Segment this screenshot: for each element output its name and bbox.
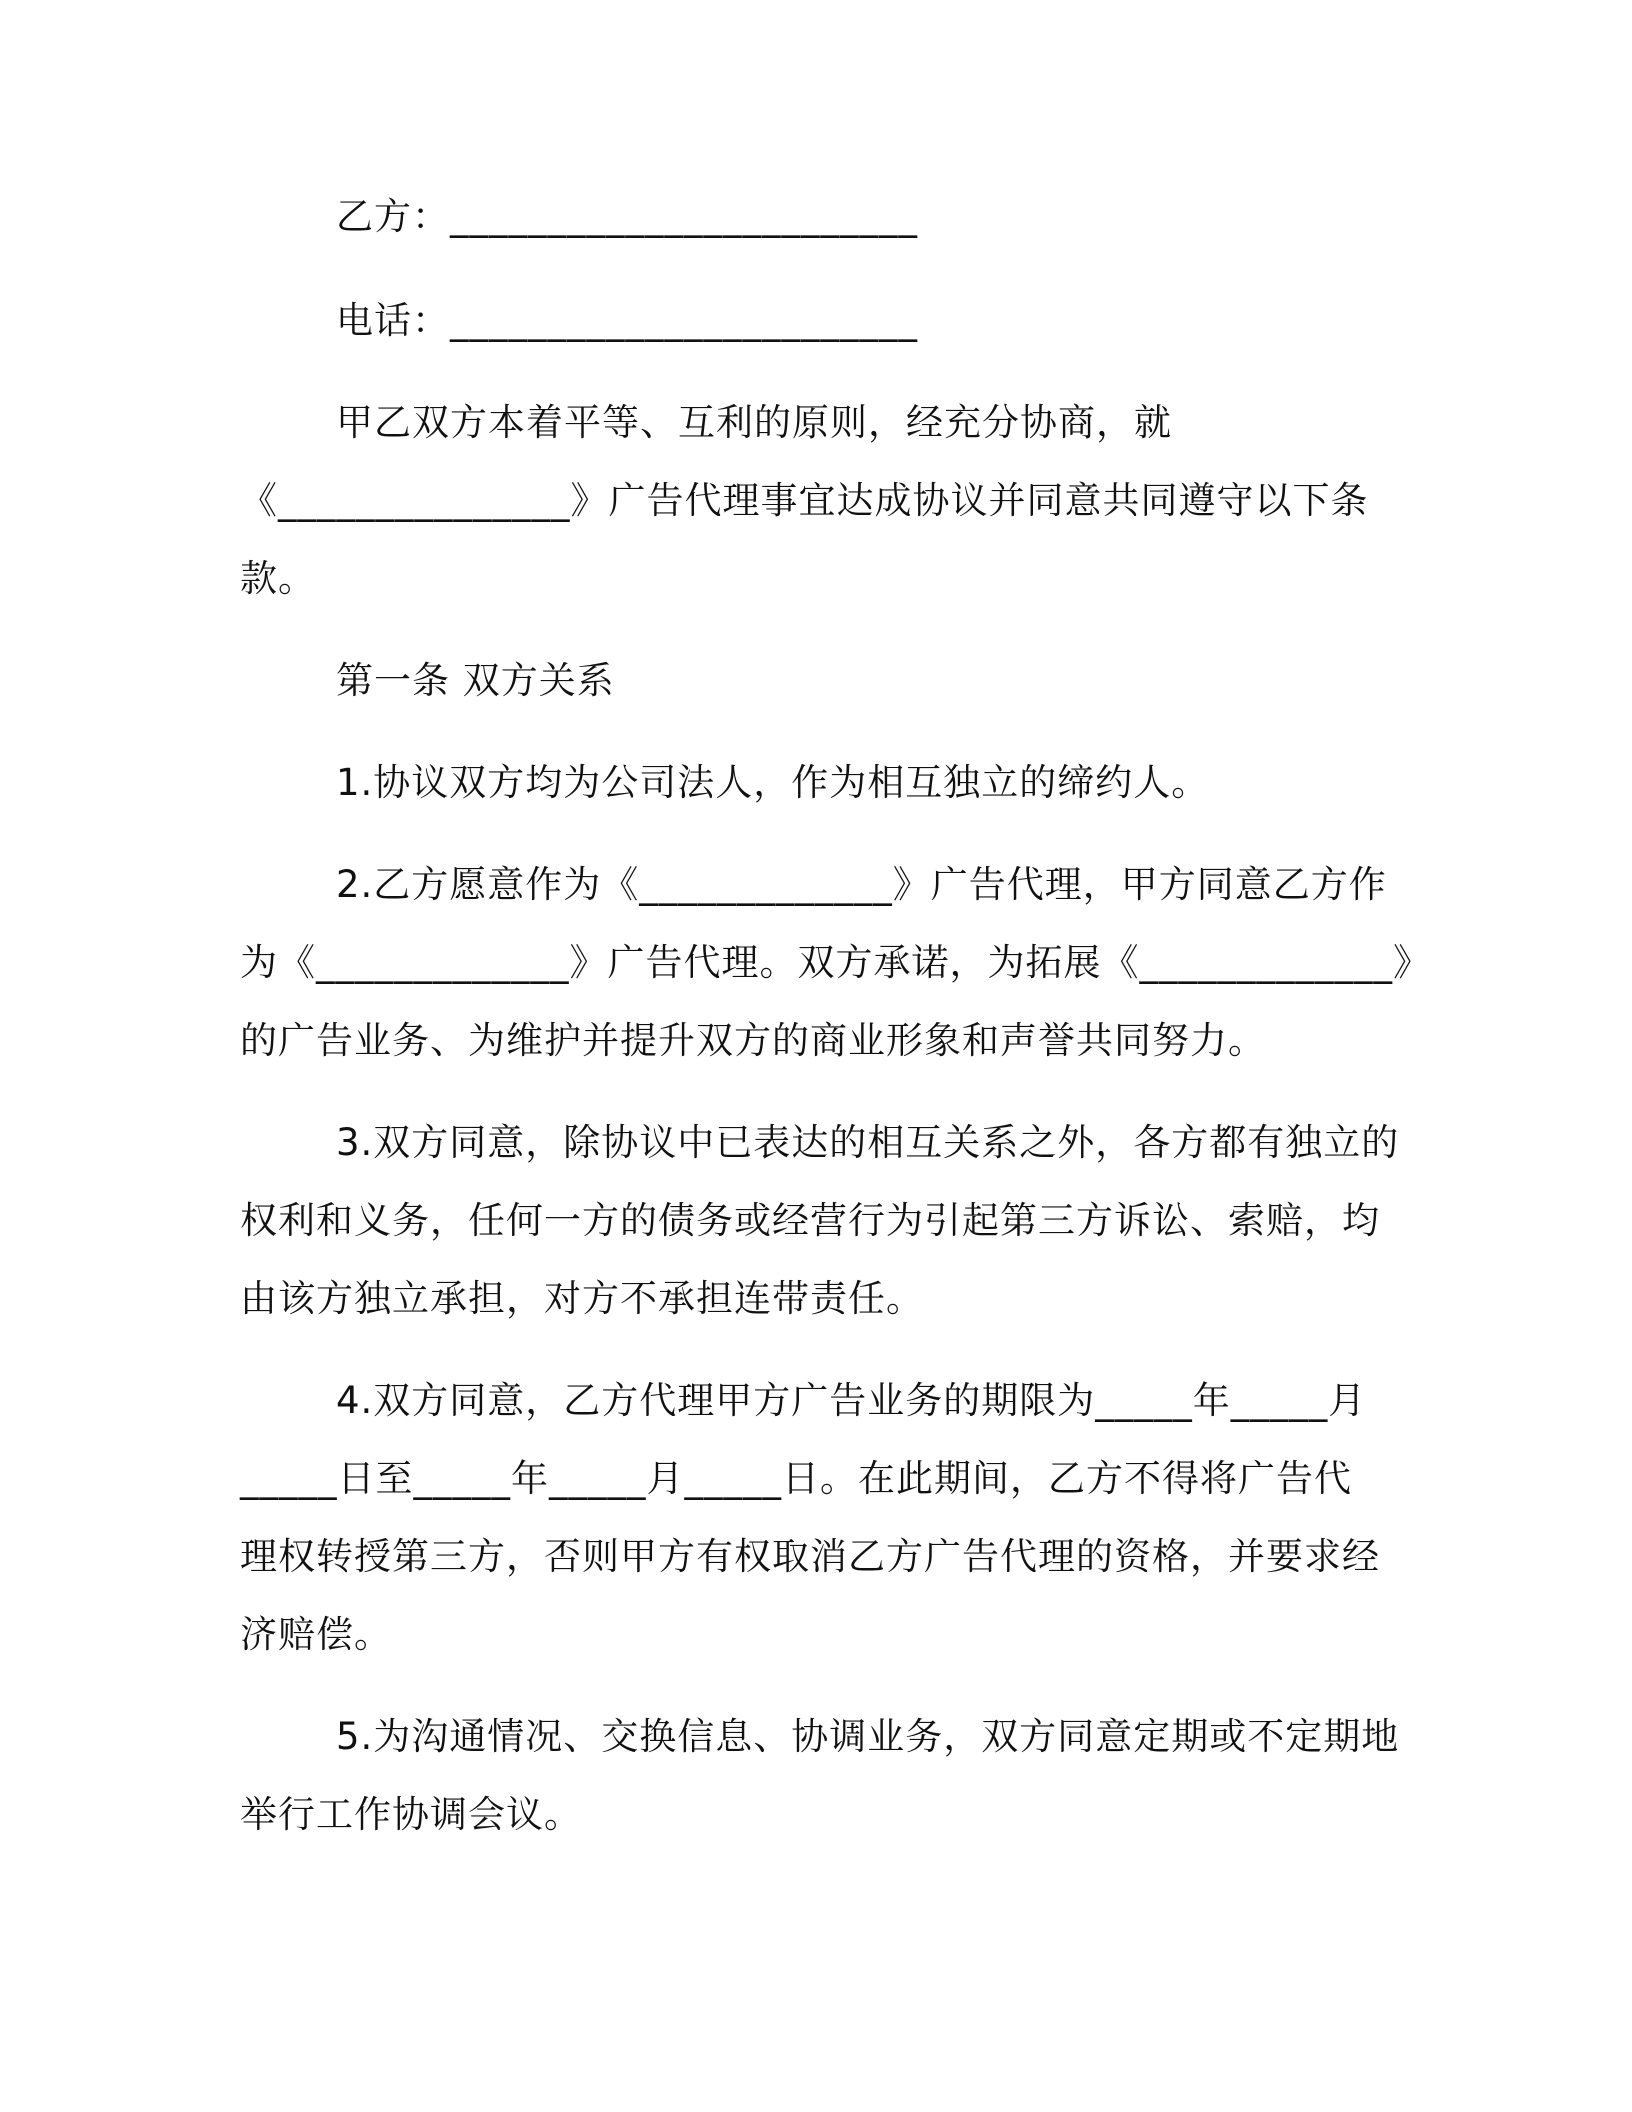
clause4-line-4: 济赔偿。 (240, 1613, 392, 1656)
clause2-line-2: 为《_____________》广告代理。双方承诺，为拓展《_____________》 (240, 941, 1431, 984)
article1-heading: 第一条 双方关系 (336, 659, 615, 702)
clause1-line-1: 1.协议双方均为公司法人，作为相互独立的缔约人。 (336, 761, 1210, 804)
intro-line-2: 《_______________》广告代理事宜达成协议并同意共同遵守以下条 (240, 479, 1369, 522)
party-b-line: 乙方：________________________ (336, 195, 918, 238)
clause4-line-2: _____日至_____年_____月_____日。在此期间，乙方不得将广告代 (240, 1457, 1352, 1500)
clause3-line-3: 由该方独立承担，对方不承担连带责任。 (240, 1277, 924, 1320)
clause4-line-3: 理权转授第三方，否则甲方有权取消乙方广告代理的资格，并要求经 (240, 1535, 1380, 1578)
clause5-line-1: 5.为沟通情况、交换信息、协调业务，双方同意定期或不定期地 (336, 1715, 1400, 1758)
clause2-line-1: 2.乙方愿意作为《_____________》广告代理，甲方同意乙方作 (336, 863, 1387, 906)
intro-line-1: 甲乙双方本着平等、互利的原则，经充分协商，就 (336, 401, 1172, 444)
clause2-line-3: 的广告业务、为维护并提升双方的商业形象和声誉共同努力。 (240, 1019, 1266, 1062)
intro-line-3: 款。 (240, 557, 316, 600)
clause3-line-1: 3.双方同意，除协议中已表达的相互关系之外，各方都有独立的 (336, 1121, 1400, 1164)
clause4-line-1: 4.双方同意，乙方代理甲方广告业务的期限为_____年_____月 (336, 1379, 1367, 1422)
clause5-line-2: 举行工作协调会议。 (240, 1793, 582, 1836)
clause3-line-2: 权利和义务，任何一方的债务或经营行为引起第三方诉讼、索赔，均 (240, 1199, 1380, 1242)
phone-line: 电话：________________________ (336, 299, 918, 342)
